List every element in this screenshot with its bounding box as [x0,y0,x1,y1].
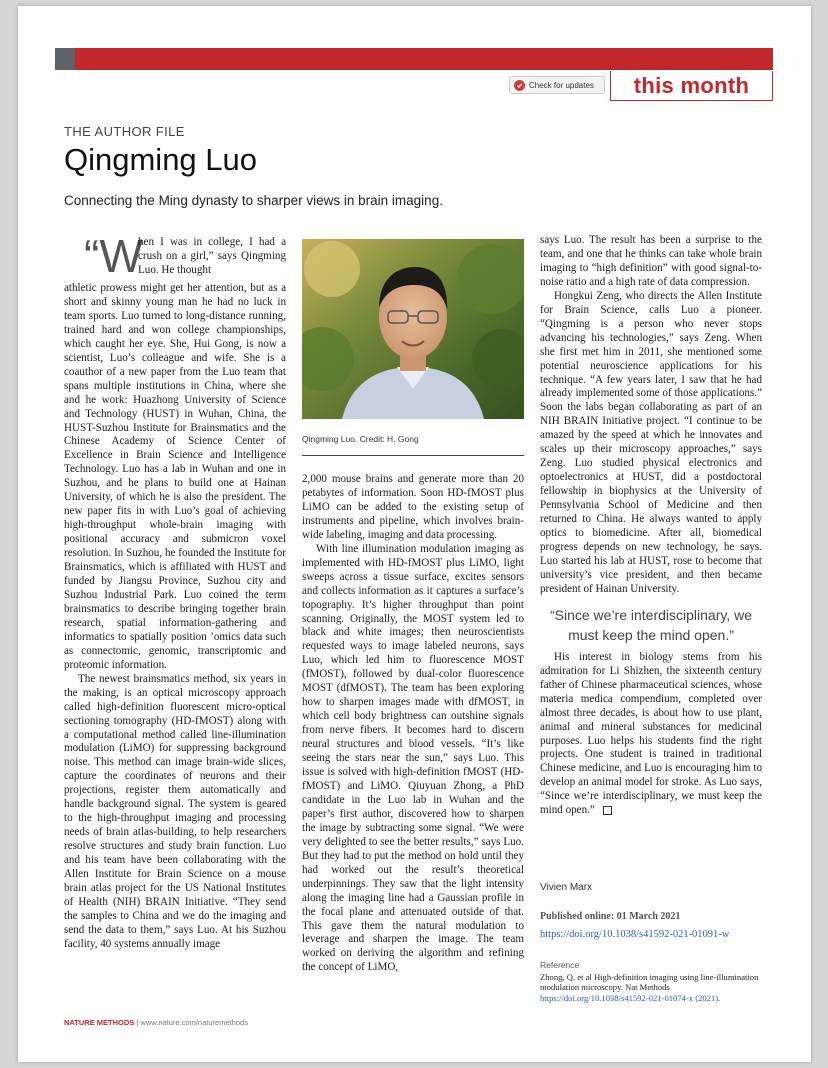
header-red-bar [75,48,773,70]
paragraph: says Luo. The result has been a surprise to the team, and one that he thinks can take whole brain imaging to “high definition” with good signal-to-noise ratio and a high rate of data compression. [540,234,762,288]
header-grey-block [55,48,75,70]
section-label: this month [610,71,773,101]
column-2 [302,473,524,975]
drop-cap: “W [84,230,143,282]
paragraph [540,651,762,818]
paragraph: With line illumination modulation imaging as implemented with HD-fMOST plus LiMO, light sweeps across a tissue surface, excites sensors and collects information as it captures a surface’s topography. It’s higher throughput than point scanning. Originally, the MOST system led to black and white images; then neuroscientists requested ways to image labeled neurons, says Luo, which led him to fluorescence MOST (fMOST), followed by dual-color fluorescence MOST (dfMOST). The team has been exploring how to sharpen images made with dfMOST, in which cell body brightness can outshine signals from nerve fibers. It becomes hard to discern neural structures and blood vessels. “It’s like seeing the stars near the sun,” says Luo. This issue is solved with high-definition fMOST (HD-fMOST) and LiMO. Qiuyuan Zhong, a PhD candidate in the Luo lab in Wuhan and the paper’s first author, discovered how to sharpen the image by subtracting some signal. “We were very delighted to see the better results,” says Luo. But they had to put the method on hold until they had worked out the result’s theoretical underpinnings. They saw that the light intensity along the imaging line had a Gaussian profile in the focal plane and attenuated outside of that. This gave them the natural modulation to leverage and sharpen the image. The team worked on deriving the algorithm and refining the concept of LiMO, [302,542,524,974]
footer-journal: NATURE METHODS [64,1018,135,1027]
page-title: Qingming Luo [64,142,258,177]
check-updates-button[interactable] [509,76,605,94]
lead-text: hen I was in college, I had a crush on a girl,” says Qingming Luo. He thought [138,236,286,276]
caption-divider [302,455,524,456]
doi-link[interactable]: https://doi.org/10.1038/s41592-021-01091-w [540,929,730,940]
paragraph: The newest brainsmatics method, six years in the making, is an optical microscopy approach called high-definition fluorescent micro-optical sectioning tomography (HD-fMOST) along with a computational method called line-illumination modulation (LiMO) for suppressing background noise. This method can image brain-wide slices, capture the coordinates of neurons and their projections, register them automatically and handle background signal. The system is geared to the high-throughput imaging and processing needs of brain atlas-building, to help researchers resolve structures and study brain function. Luo and his team have been collaborating with the Allen Institute for Brain Science on a mouse brain atlas project for the US National Institutes of Health (NIH) BRAIN Initiative. “They send the samples to China and we do the imaging and send the data to them,” says Luo. At his Suzhou facility, 40 systems annually image [64,672,286,950]
column-3 [540,234,762,818]
paragraph-text: His interest in biology stems from his admiration for Li Shizhen, the sixteenth century father of Chinese pharmaceutical sciences, whose materia medica compendium, completed over almost three decades, is about how to use plant, animal and mineral substances for medicinal purposes. Luo helps his students find the right projects. One student is trained in traditional Chinese medicine, and Luo is encouraging him to develop an animal model for stroke. As Luo says, “Since we’re interdisciplinary, we must keep the mind open.” [540,650,762,817]
byline: Vivien Marx [540,882,593,893]
reference [540,972,765,1003]
paragraph: athletic prowess might get her attention, but as a short and skinny young man he had no luck in team sports. Luo turned to long-distance running, trained hard and won college championships, which caught her eye. She, Hui Gong, is now a scientist, Luo’s colleague and wife. She is a coauthor of a new paper from the Luo team that spans multiple institutions in China, where she and he work: Huazhong University of Science and Technology (HUST) in Wuhan, China, the HUST-Suzhou Institute for Brainsmatics and the Chinese Academy of Science Center of Excellence in Brain Science and Intelligence Technology. Luo has a lab in Wuhan and one in Suzhou, and he plans to build one at Hainan University, of which he is also the president. The new paper fits in with Luo’s goal of achieving high-throughput whole-brain imaging with positional accuracy and submicron voxel resolution. In Suzhou, he founded the Institute for Brainsmatics, which is affiliated with HUST and funded by Jiangsu Province, Suzhou city and Suzhou Industrial Park. Luo coined the term brainsmatics to describe bringing together brain research, spatial information-gathering and informatics to spatially position ’omics data such as connectomic, genomic, transcriptomic and proteomic information. [64,282,286,671]
reference-heading: Reference [540,960,580,970]
paragraph: Hongkui Zeng, who directs the Allen Institute for Brain Science, calls Luo a pioneer. “Qingming is a person who never stops advancing his technologies,” says Zeng. When she first met him in 2011, she mentioned some potential neuroscience applications for his technique. “A few years later, I saw that he had already implemented some of those applications.” Soon the labs began collaborating as part of an NIH BRAIN Initiative project. “I continue to be amazed by the speed at which he innovates and scales up their microscopy approaches,” says Zeng. Luo studied physical electronics and optoelectronics at HUST, did a postdoctoral fellowship in biophysics at the University of Pennsylvania School of Medicine and then returned to China. He always wanted to apply optics to biomedicine. After all, biomedical progress depends on new technology, he says. Luo started his lab at HUST, rose to become that university’s vice president, and then became president of Hainan University. [540,289,762,595]
check-updates-label: Check for updates [529,80,594,90]
published-date: Published online: 01 March 2021 [540,911,681,922]
footer-url[interactable]: | www.nature.com/naturemethods [136,1018,248,1027]
check-updates-icon [514,80,525,91]
end-mark-icon [603,806,612,815]
page-footer [64,1018,248,1027]
kicker: THE AUTHOR FILE [64,124,185,139]
column-1 [64,230,286,952]
author-photo [302,239,524,419]
pull-quote: “Since we’re interdisciplinary, we must keep the mind open.” [549,606,753,643]
lead-block [64,230,286,282]
photo-caption: Qingming Luo. Credit: H. Gong [302,434,419,444]
reference-link[interactable]: https://doi.org/10.1038/s41592-021-01074-x (2021). [540,992,721,1003]
standfirst: Connecting the Ming dynasty to sharper views in brain imaging. [64,193,443,208]
reference-text: Zhong, Q. et al High-definition imaging using line-illumination modulation microscopy. Nat Methods [540,972,759,993]
paragraph: 2,000 mouse brains and generate more than 20 petabytes of information. Soon HD-fMOST plus LiMO can be added to the existing setup of instruments and pipeline, which involves brain-wide labeling, imaging and data processing. [302,473,524,541]
